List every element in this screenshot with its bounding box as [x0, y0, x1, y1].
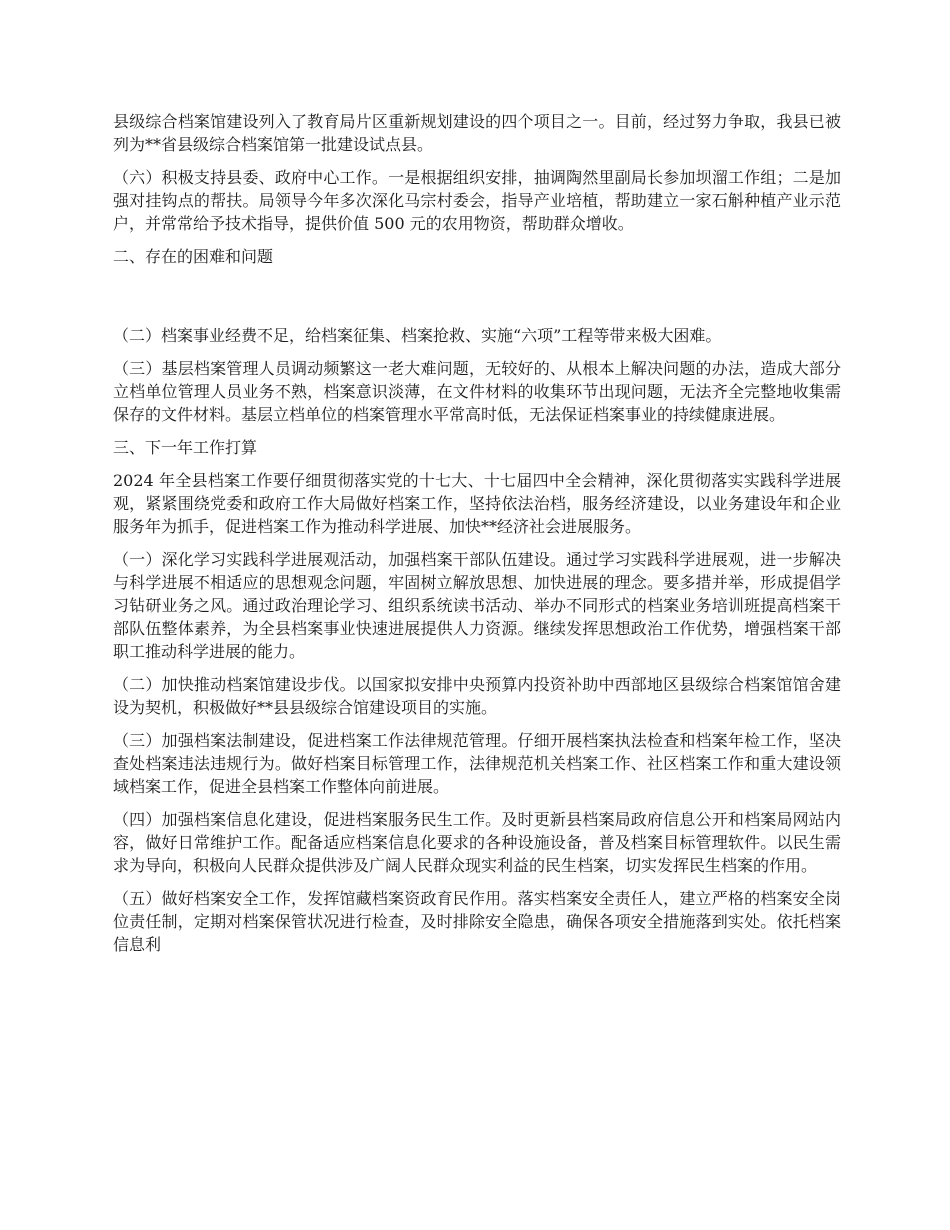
paragraph-legal-construction: （三）加强档案法制建设，促进档案工作法律规范管理。仔细开展档案执法检查和档案年检工作，坚决查处档案违法违规行为。做好档案目标管理工作，法律规范机关档案工作、社区档案工作和重大建设领域档案工作，促进全县档案工作整体向前进展。 [113, 731, 841, 796]
section-heading-next-year-plan: 三、下一年工作打算 [113, 438, 258, 457]
paragraph-archive-building: （二）加快推动档案馆建设步伐。以国家拟安排中央预算内投资补助中西部地区县级综合档案馆馆舍建设为契机，积极做好**县县级综合馆建设项目的实施。 [113, 675, 841, 717]
paragraph-funding-shortage: （二）档案事业经费不足，给档案征集、档案抢救、实施“六项”工程等带来极大困难。 [113, 326, 722, 345]
paragraph-county-archive-pilot: 县级综合档案馆建设列入了教育局片区重新规划建设的四个项目之一。目前，经过努力争取，我县已被列为**省县级综合档案馆第一批建设试点县。 [113, 112, 841, 154]
paragraph-team-building: （一）深化学习实践科学进展观活动，加强档案干部队伍建设。通过学习实践科学进展观，进一步解决与科学进展不相适应的思想观念问题，牢固树立解放思想、加快进展的理念。要多措并举，形成提倡学习钻研业务之风。通过政治理论学习、组织系统读书活动、举办不同形式的档案业务培训班提高档案干部队伍整体素养，为全县档案事业快速进展提供人力资源。继续发挥思想政治工作优势，增强档案干部职工推动科学进展的能力。 [113, 550, 841, 661]
paragraph-staff-turnover: （三）基层档案管理人员调动频繁这一老大难问题，无较好的、从根本上解决问题的办法，造成大部分立档单位管理人员业务不熟，档案意识淡薄，在文件材料的收集环节出现问题，无法齐全完整地收集需保存的文件材料。基层立档单位的档案管理水平常高时低，无法保证档案事业的持续健康进展。 [113, 359, 841, 424]
paragraph-archive-security: （五）做好档案安全工作，发挥馆藏档案资政育民作用。落实档案安全责任人，建立严格的档案安全岗位责任制，定期对档案保管状况进行检查，及时排除安全隐患，确保各项安全措施落到实处。依托档案信息利 [113, 889, 841, 954]
blank-gap [113, 278, 841, 324]
section-heading-difficulties: 二、存在的困难和问题 [113, 247, 274, 266]
paragraph-informatization: （四）加强档案信息化建设，促进档案服务民生工作。及时更新县档案局政府信息公开和档案局网站内容，做好日常维护工作。配备适应档案信息化要求的各种设施设备，普及档案目标管理软件。以民生需求为导向，积极向人民群众提供涉及广阔人民群众现实利益的民生档案，切实发挥民生档案的作用。 [113, 810, 841, 875]
paragraph-support-central-work: （六）积极支持县委、政府中心工作。一是根据组织安排，抽调陶然里副局长参加坝溜工作组；二是加强对挂钩点的帮扶。局领导今年多次深化马宗村委会，指导产业培植，帮助建立一家石斛种植产业示范户，并常常给予技术指导，提供价值 500 元的农用物资，帮助群众增收。 [113, 168, 841, 233]
paragraph-2024-overview: 2024 年全县档案工作要仔细贯彻落实党的十七大、十七届四中全会精神，深化贯彻落实实践科学进展观，紧紧围绕党委和政府工作大局做好档案工作，坚持依法治档，服务经济建设，以业务建设年和企业服务年为抓手，促进档案工作为推动科学进展、加快**经济社会进展服务。 [113, 471, 841, 536]
document-page [113, 110, 841, 966]
